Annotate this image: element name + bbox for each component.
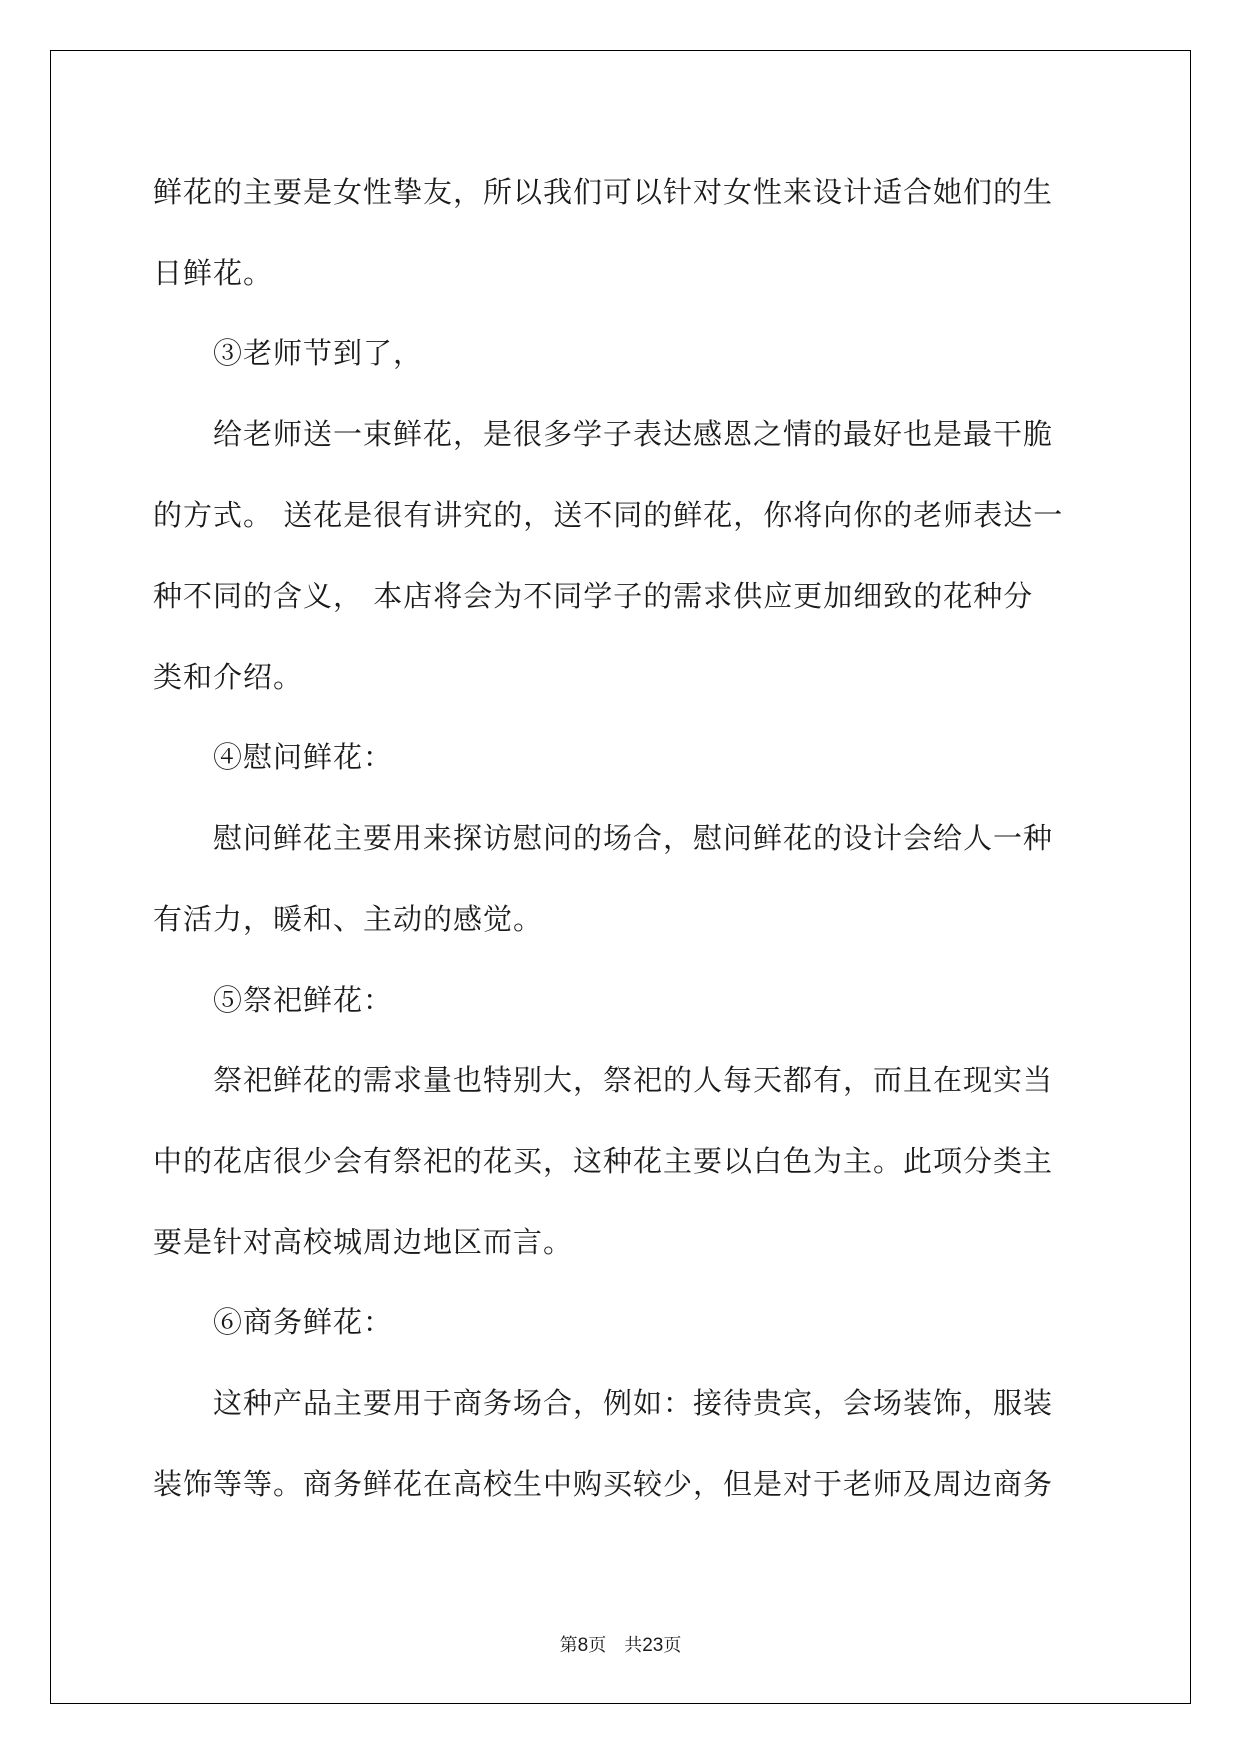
text-line: 种不同的含义， 本店将会为不同学子的需求供应更加细致的花种分 bbox=[153, 579, 1034, 613]
section-heading: ③老师节到了， bbox=[213, 336, 424, 370]
total-pages: 23 bbox=[642, 1635, 664, 1656]
text-line: 日鲜花。 bbox=[153, 256, 274, 290]
total-prefix: 共 bbox=[624, 1635, 643, 1656]
page-prefix: 第 bbox=[559, 1635, 578, 1656]
text-line: 中的花店很少会有祭祀的花买，这种花主要以白色为主。此项分类主 bbox=[153, 1144, 1054, 1178]
page-suffix: 页 bbox=[588, 1635, 607, 1656]
page-current: 8 bbox=[577, 1635, 589, 1656]
text-line: 要是针对高校城周边地区而言。 bbox=[153, 1225, 574, 1259]
page-footer bbox=[0, 1631, 1241, 1657]
text-line: 装饰等等。商务鲜花在高校生中购买较少，但是对于老师及周边商务 bbox=[153, 1467, 1054, 1501]
text-line: 给老师送一束鲜花，是很多学子表达感恩之情的最好也是最干脆 bbox=[213, 417, 1054, 451]
text-line: 有活力，暖和、主动的感觉。 bbox=[153, 902, 544, 936]
text-line: 类和介绍。 bbox=[153, 660, 304, 694]
section-heading: ⑤祭祀鲜花： bbox=[213, 983, 394, 1017]
text-line: 这种产品主要用于商务场合，例如：接待贵宾，会场装饰，服装 bbox=[213, 1386, 1054, 1420]
text-line: 的方式。 送花是很有讲究的，送不同的鲜花，你将向你的老师表达一 bbox=[153, 498, 1064, 532]
text-line: 祭祀鲜花的需求量也特别大，祭祀的人每天都有，而且在现实当 bbox=[213, 1063, 1054, 1097]
text-line: 慰问鲜花主要用来探访慰问的场合，慰问鲜花的设计会给人一种 bbox=[213, 821, 1054, 855]
section-heading: ④慰问鲜花： bbox=[213, 740, 394, 774]
total-suffix: 页 bbox=[663, 1635, 682, 1656]
page-border bbox=[50, 50, 1191, 1704]
section-heading: ⑥商务鲜花： bbox=[213, 1305, 394, 1339]
text-line: 鲜花的主要是女性挚友，所以我们可以针对女性来设计适合她们的生 bbox=[153, 175, 1054, 209]
